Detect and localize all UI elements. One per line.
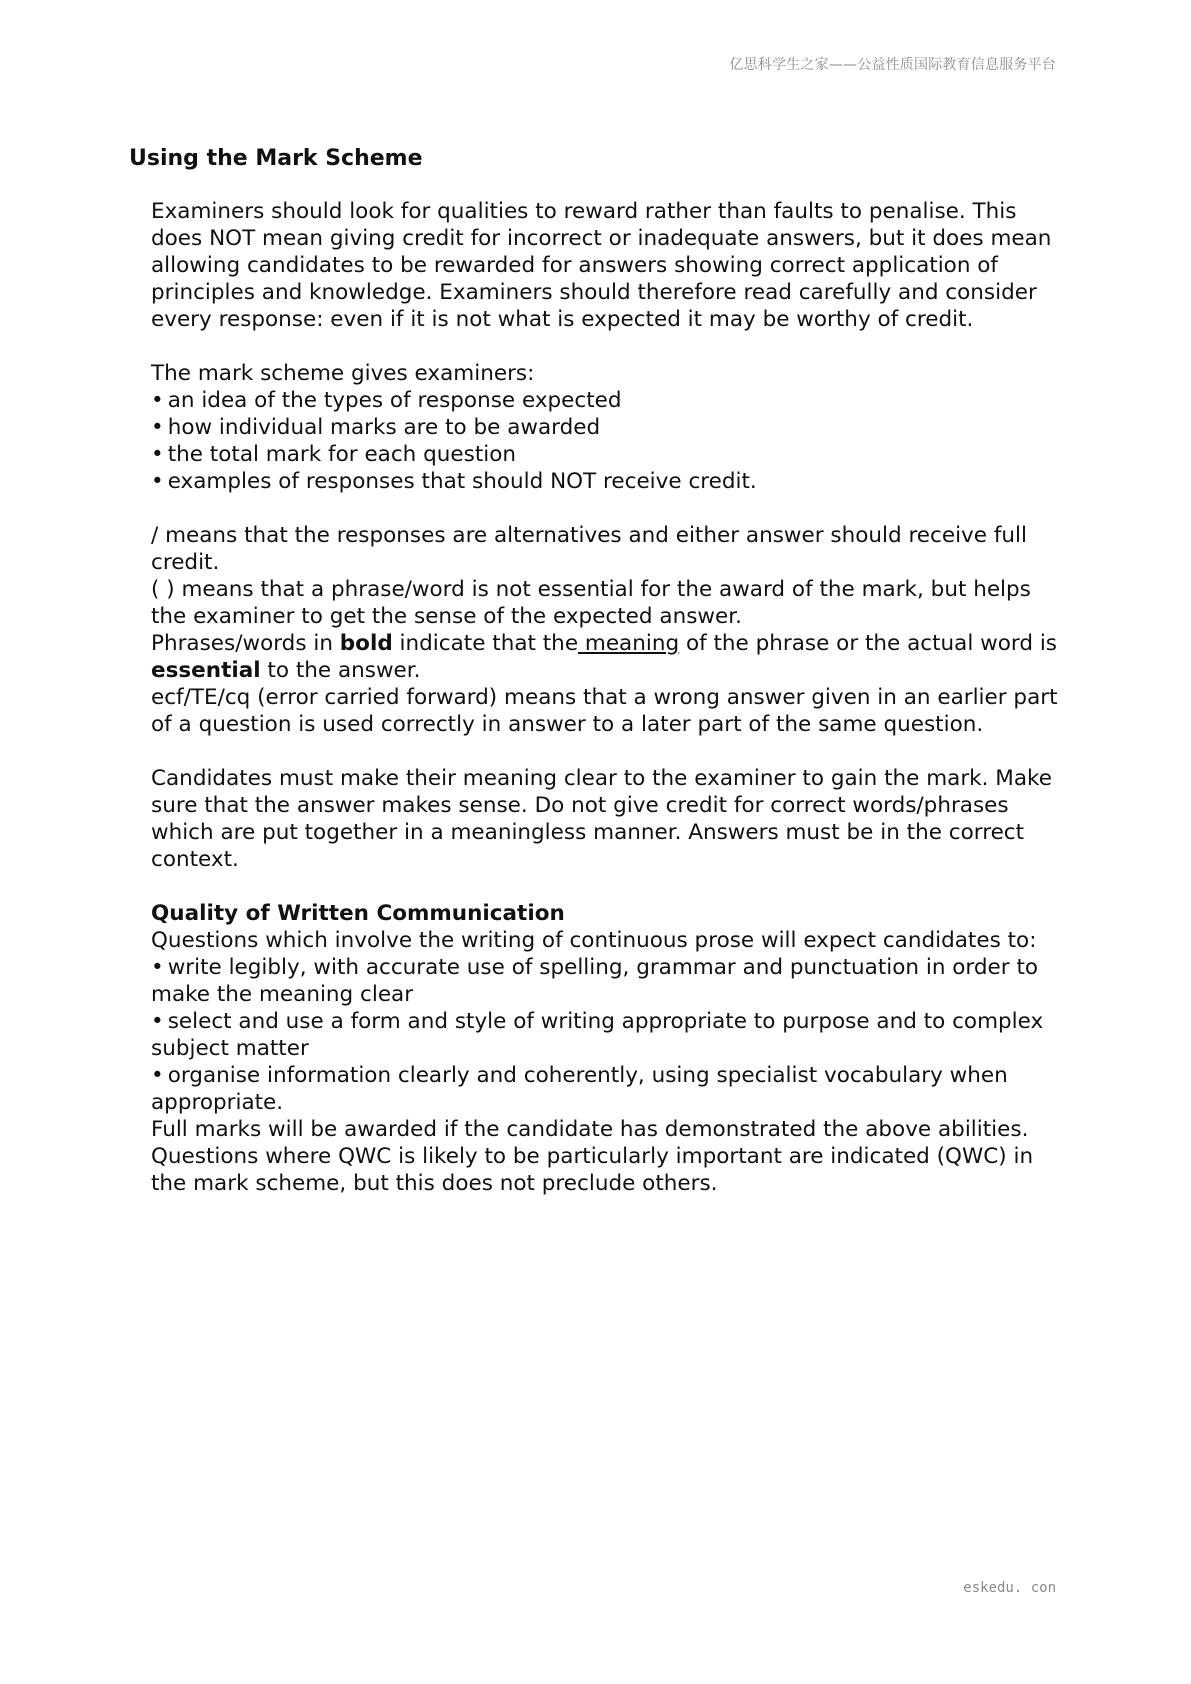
slash-convention: / means that the responses are alternatives and either answer should receive full credit.: [151, 523, 1027, 575]
scheme-bullet-1: • an idea of the types of response expected: [151, 387, 1061, 414]
brackets-convention: ( ) means that a phrase/word is not essential for the award of the mark, but helps the examiner to get the sense of the expected answer.: [151, 577, 1031, 629]
bold-keyword: bold: [339, 631, 393, 656]
bold-convention-text: Phrases/words in: [151, 631, 340, 656]
scheme-bullet-3: • the total mark for each question: [151, 441, 1061, 468]
meaning-keyword: meaning: [578, 631, 680, 656]
page-title: Using the Mark Scheme: [129, 146, 423, 171]
qwc-closing: Questions where QWC is likely to be particularly important are indicated (QWC) in the mark scheme, but this does not preclude others.: [151, 1144, 1034, 1196]
spacer: [151, 333, 1061, 360]
scheme-bullet-2: • how individual marks are to be awarded: [151, 414, 1061, 441]
scheme-lead: The mark scheme gives examiners:: [151, 361, 535, 386]
qwc-bullet-3: • organise information clearly and coherently, using specialist vocabulary when appropriate.: [151, 1062, 1061, 1116]
qwc-heading: Quality of Written Communication: [151, 901, 565, 926]
ecf-convention: ecf/TE/cq (error carried forward) means that a wrong answer given in an earlier part of a question is used correctly in answer to a later part of the same question.: [151, 685, 1058, 737]
page-footer: eskedu. con: [963, 1580, 1056, 1596]
page-header: 亿思科学生之家——公益性质国际教育信息服务平台: [729, 57, 1056, 73]
spacer: [151, 738, 1061, 765]
intro-paragraph: Examiners should look for qualities to reward rather than faults to penalise. This does NOT mean giving credit for incorrect or inadequate answers, but it does mean allowing candidates to be rewarded for answers showing correct application of principles and knowledge. Examiners should therefore read carefully and consider every response: even if it is not what is expected it may be worthy of credit.: [151, 199, 1052, 332]
qwc-bullet-2: • select and use a form and style of writing appropriate to purpose and to complex subject matter: [151, 1008, 1061, 1062]
bold-convention-text: indicate that the: [392, 631, 579, 656]
bold-convention-text: to the answer.: [260, 658, 421, 683]
qwc-bullet-1: • write legibly, with accurate use of spelling, grammar and punctuation in order to make the meaning clear: [151, 954, 1061, 1008]
qwc-lead: Questions which involve the writing of continuous prose will expect candidates to:: [151, 928, 1037, 953]
spacer: [151, 873, 1061, 900]
qwc-full-marks: Full marks will be awarded if the candidate has demonstrated the above abilities.: [151, 1117, 1029, 1142]
spacer: [151, 495, 1061, 522]
scheme-bullet-4: • examples of responses that should NOT receive credit.: [151, 468, 1061, 495]
candidates-paragraph: Candidates must make their meaning clear to the examiner to gain the mark. Make sure that the answer makes sense. Do not give credit for correct words/phrases which are put together in a meaningless manner. Answers must be in the correct context.: [151, 766, 1052, 872]
document-body: [151, 198, 1061, 1197]
essential-keyword: essential: [151, 658, 261, 683]
bold-convention: [151, 630, 1061, 684]
bold-convention-text: of the phrase or the actual word is: [679, 631, 1058, 656]
